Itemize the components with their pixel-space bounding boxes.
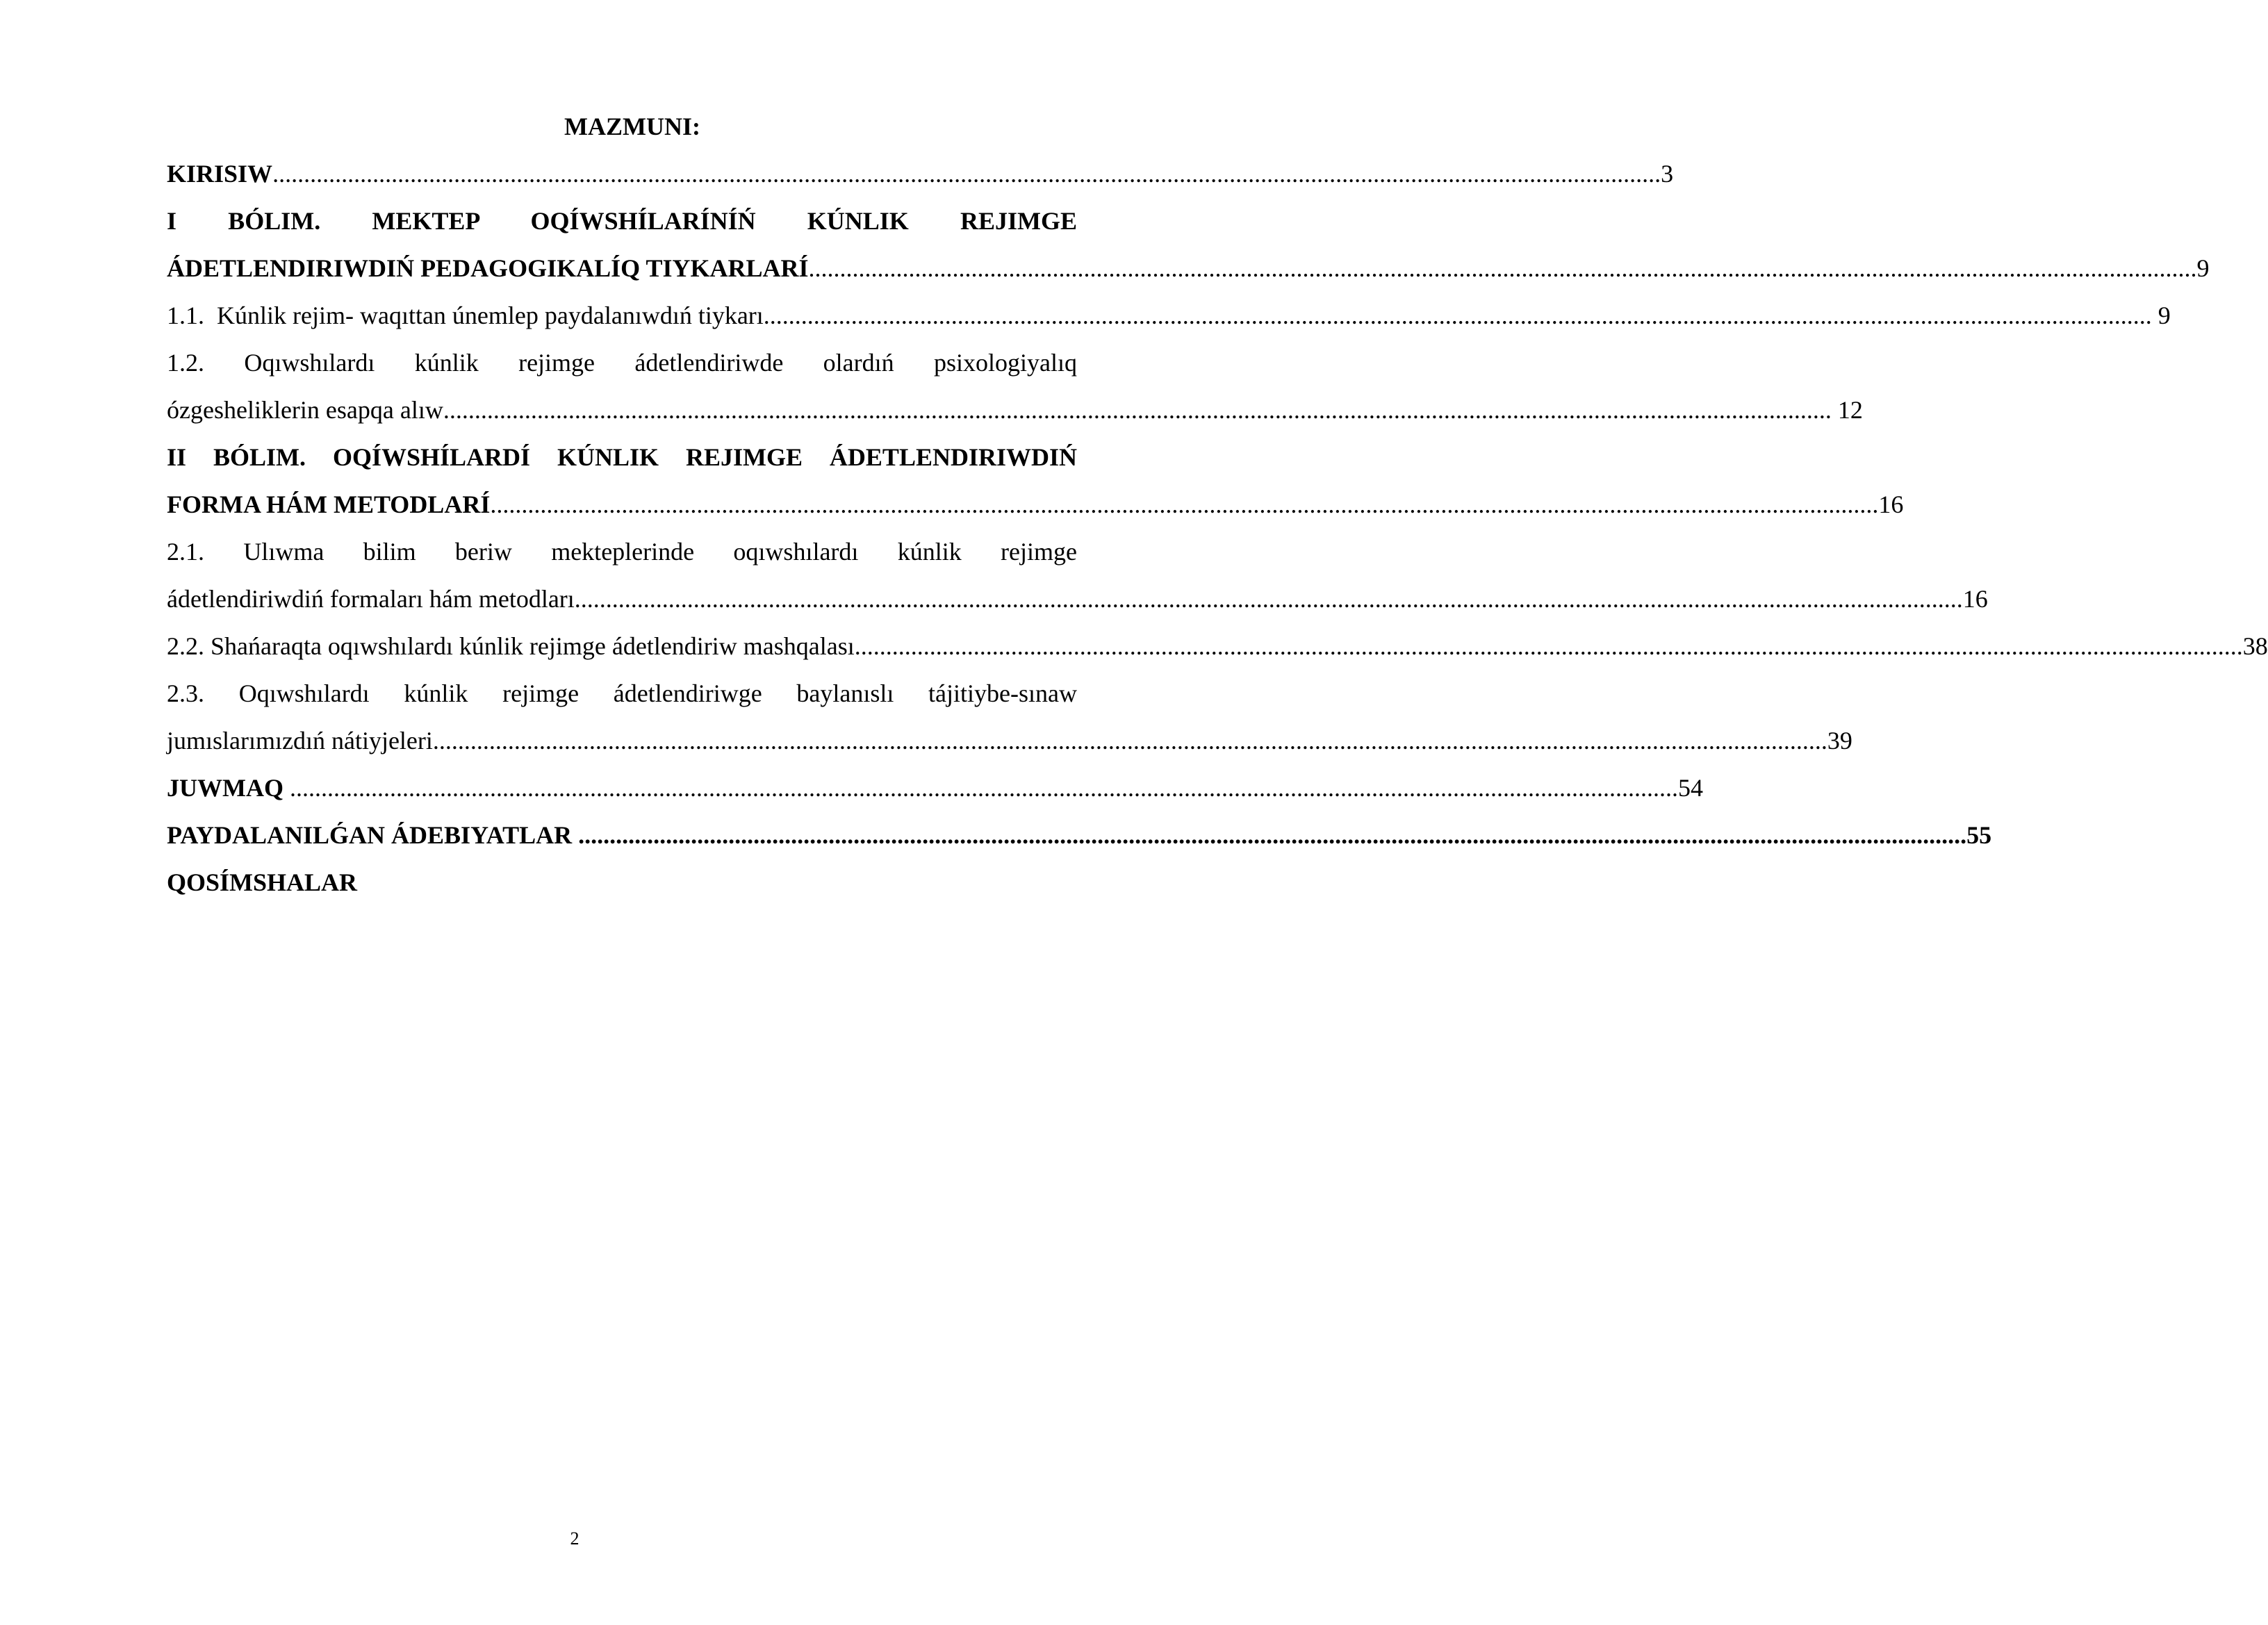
page-number: 2 bbox=[570, 1528, 580, 1549]
toc-page-number: 3 bbox=[1661, 160, 1674, 188]
toc-page-number: 54 bbox=[1677, 774, 1703, 802]
toc-entry-text: ózgesheliklerin esapqa alıw bbox=[167, 396, 443, 424]
toc-entry-2-3-line1: 2.3. Oqıwshılardı kúnlik rejimge ádetlendiriwge baylanıslı tájitiybe-sınaw bbox=[167, 679, 1077, 707]
toc-entry-1-2-line1: 1.2. Oqıwshılardı kúnlik rejimge ádetlendiriwde olardıń psixologiyalıq bbox=[167, 349, 1077, 377]
dot-leader: .............................................................................................................................................................................................................................. bbox=[438, 727, 1827, 754]
dot-leader: .............................................................................................................................................................................................................................. bbox=[854, 632, 2243, 660]
toc-title: MAZMUNI: bbox=[564, 113, 700, 140]
toc-entry-juwmaq bbox=[167, 764, 1703, 811]
toc-entry-text: 1.1. Kúnlik rejim- waqıttan únemlep paydalanıwdıń tiykarı bbox=[167, 302, 764, 329]
toc-page-number: 55 bbox=[1966, 821, 1992, 849]
toc-entry-text: jumıslarımızdıń nátiyjeleri. bbox=[167, 727, 439, 754]
toc-entry-text: ádetlendiriwdiń formaları hám metodları bbox=[167, 585, 575, 613]
dot-leader: .............................................................................................................................................................................................................................. bbox=[574, 585, 1963, 613]
toc-entry-references bbox=[167, 811, 1992, 859]
dot-leader: .............................................................................................................................................................................................................................. bbox=[490, 490, 1879, 518]
dot-leader: .............................................................................................................................................................................................................................. bbox=[808, 254, 2197, 282]
toc-page-number: 9 bbox=[2196, 254, 2210, 282]
toc-entry-appendices: QOSÍMSHALAR bbox=[167, 868, 358, 896]
toc-entry-section1-line1: I BÓLIM. MEKTEP OQÍWSHÍLARÍNÍŃ KÚNLIK REJIMGE bbox=[167, 207, 1077, 235]
toc-page-number: 16 bbox=[1878, 490, 1904, 518]
dot-leader: .............................................................................................................................................................................................................................. bbox=[443, 396, 1832, 424]
toc-page-number: 38 bbox=[2242, 632, 2268, 660]
toc-page-number: 9 bbox=[2151, 302, 2171, 329]
toc-entry-text: KIRISIW bbox=[167, 160, 273, 188]
toc-entry-section2 bbox=[167, 481, 1904, 528]
toc-entry-1-2 bbox=[167, 386, 1863, 434]
toc-page-number: 39 bbox=[1827, 727, 1852, 754]
toc-entry-text: PAYDALANILǴAN ÁDEBIYATLAR bbox=[167, 821, 579, 849]
toc-entry-text: FORMA HÁM METODLARÍ bbox=[167, 490, 491, 518]
toc-entry-text: ÁDETLENDIRIWDIŃ PEDAGOGIKALÍQ TIYKARLARÍ bbox=[167, 254, 809, 282]
toc-entry-text: JUWMAQ bbox=[167, 774, 290, 802]
toc-entry-kirisiw bbox=[167, 150, 1674, 197]
dot-leader: .............................................................................................................................................................................................................................. bbox=[578, 821, 1967, 849]
dot-leader: .............................................................................................................................................................................................................................. bbox=[272, 160, 1661, 188]
toc-entry-2-2 bbox=[167, 622, 2268, 670]
toc-entry-1-1 bbox=[167, 292, 2171, 339]
toc-entry-2-3 bbox=[167, 717, 1852, 764]
table-of-contents bbox=[167, 103, 2268, 906]
toc-entry-text: 2.2. Shańaraqta oqıwshılardı kúnlik rejimge ádetlendiriw mashqalası bbox=[167, 632, 855, 660]
toc-entry-2-1 bbox=[167, 575, 1988, 622]
dot-leader: .............................................................................................................................................................................................................................. bbox=[763, 302, 2152, 329]
toc-page-number: 12 bbox=[1831, 396, 1863, 424]
toc-entry-2-1-line1: 2.1. Ulıwma bilim beriw mekteplerinde oqıwshılardı kúnlik rejimge bbox=[167, 538, 1077, 566]
toc-entry-section1 bbox=[167, 245, 2210, 292]
toc-page-number: 16 bbox=[1962, 585, 1988, 613]
toc-entry-section2-line1: II BÓLIM. OQÍWSHÍLARDÍ KÚNLIK REJIMGE ÁDETLENDIRIWDIŃ bbox=[167, 443, 1077, 471]
dot-leader: .............................................................................................................................................................................................................................. bbox=[289, 774, 1678, 802]
